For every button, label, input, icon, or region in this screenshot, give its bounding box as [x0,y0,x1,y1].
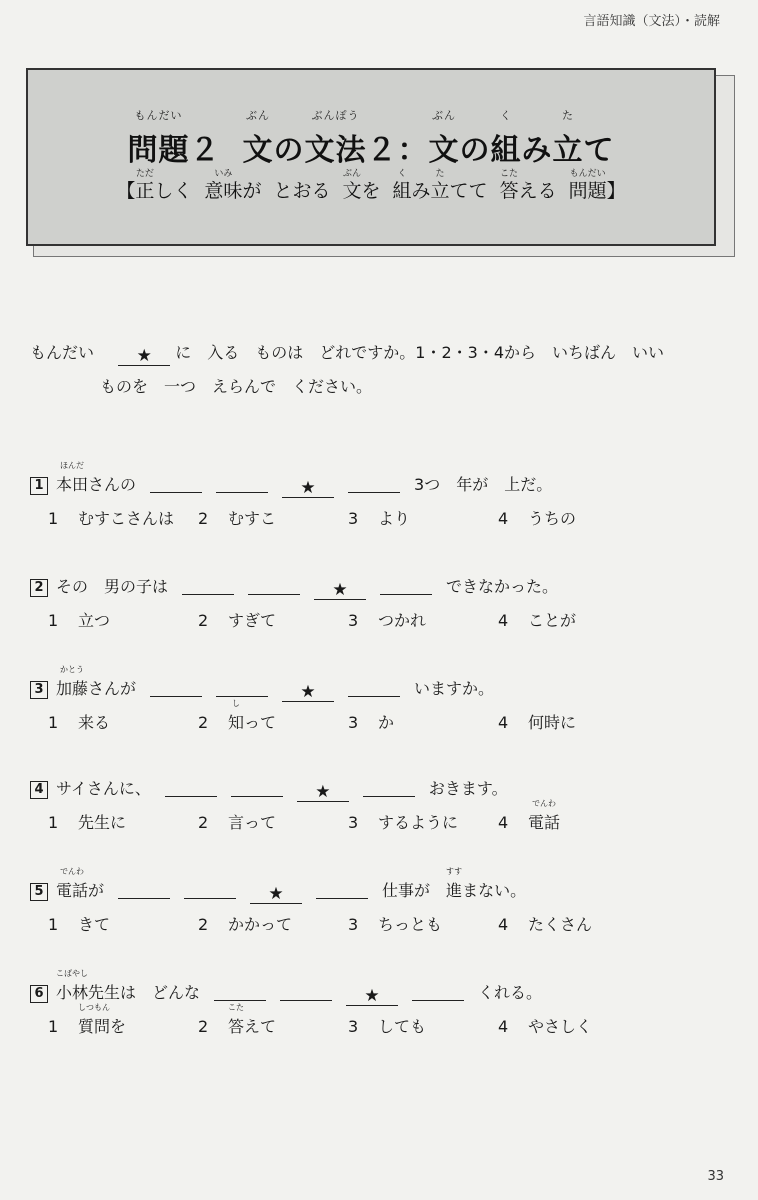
answer-blank [184,880,236,899]
option-4[interactable] [498,912,592,935]
title-segment: て [583,133,615,168]
option-1[interactable] [48,810,126,833]
section-header: 言語知識（文法）・読解 [583,14,720,29]
sentence-end: いますか。 [414,679,495,698]
subtitle-segment: 組 く [393,176,412,203]
option-2[interactable] [198,912,292,935]
answer-blank [118,880,170,899]
subtitle-segment: み [411,180,431,202]
option-number: 1 [48,813,59,832]
answer-blank [412,982,464,1001]
option-text: ちっとも [378,915,443,934]
option-number: 3 [348,713,359,732]
option-number: 1 [48,713,59,732]
question-4 [30,776,730,838]
subtitle-segment: える [518,180,557,202]
option-3[interactable] [348,710,394,733]
subtitle-segment: とおる [273,180,331,202]
furigana: こた [228,1003,244,1012]
option-2[interactable] [198,1003,277,1037]
option-4[interactable] [498,608,576,631]
subtitle-segment: 答 こた [500,176,519,203]
answer-options [30,912,730,940]
option-number: 4 [498,1017,509,1036]
option-3[interactable] [348,608,426,631]
option-text: 来る [78,713,111,732]
title-segment: 立 た [552,109,584,168]
sentence-segment: さんが [88,679,137,698]
furigana: し [232,699,240,708]
option-text: って [244,713,277,732]
option-2[interactable] [198,810,276,833]
option-text: ことが [528,611,577,630]
question-sentence [30,665,730,702]
option-text: 質問 しつもん [78,1003,111,1036]
option-3[interactable] [348,506,410,529]
sentence-end: まない。 [462,881,527,900]
option-1[interactable] [48,608,110,631]
option-text: 答 こた [228,1003,245,1036]
page-number: 33 [707,1169,724,1184]
banner-subtitle [28,169,714,203]
subtitle-segment: てて [449,180,488,202]
subtitle-segment: 意味 いみ [204,176,242,203]
option-4[interactable] [498,799,561,833]
option-number: 3 [348,1017,359,1036]
question-2 [30,574,730,636]
option-text: か [378,713,395,732]
subtitle-segment: 【 [116,180,136,202]
option-2[interactable] [198,608,276,631]
answer-blank [182,576,234,595]
star-blank: ★ [297,783,349,802]
sentence-segment: 加藤 かとう [56,665,89,698]
answer-blank [316,880,368,899]
option-3[interactable] [348,912,442,935]
title-segment: ２ [189,133,221,168]
furigana: いみ [214,169,233,179]
furigana: すす [446,867,463,876]
option-number: 4 [498,611,509,630]
instructions-line1: に 入る ものは どれですか。1・2・3・4から いちばん いい [175,343,665,362]
option-text: しても [378,1017,427,1036]
furigana: た [435,169,445,179]
option-text: きて [78,915,111,934]
option-1[interactable] [48,912,110,935]
option-number: 3 [348,611,359,630]
question-sentence [30,461,730,498]
answer-blank [150,474,202,493]
answer-options [30,699,730,738]
answer-blank [348,474,400,493]
option-number: 2 [198,509,209,528]
option-1[interactable] [48,1003,127,1037]
sentence-end: おきます。 [428,779,508,798]
furigana: こばやし [56,969,88,978]
star-blank: ★ [250,885,302,904]
option-text: えて [244,1017,277,1036]
option-number: 4 [498,915,509,934]
option-number: 3 [348,813,359,832]
option-number: 2 [198,713,209,732]
option-number: 2 [198,813,209,832]
option-text: すぎて [228,611,277,630]
star-blank: ★ [118,347,170,366]
option-text: むすこ [228,509,277,528]
sentence-segment: 先生は どんな [88,983,201,1002]
question-number-box: 1 [30,477,48,495]
sentence-segment: 電話 でんわ [56,867,89,900]
question-5 [30,867,730,940]
option-1[interactable] [48,710,110,733]
answer-blank [216,474,268,493]
option-number: 2 [198,915,209,934]
subtitle-segment: 正 ただ [135,176,154,203]
option-text: を [110,1017,127,1036]
furigana: ぶん [246,109,270,122]
option-text: 先生に [78,813,127,832]
sentence-end: くれる。 [478,983,543,1002]
star-blank: ★ [314,581,366,600]
question-sentence [30,969,730,1006]
title-segment: 問題 もんだい [127,109,190,168]
question-sentence [30,867,730,904]
option-text: かかって [228,915,293,934]
furigana: ぶん [342,169,361,179]
sentence-segment: が [88,881,105,900]
option-number: 4 [498,509,509,528]
title-segment: み [521,133,553,168]
option-number: 4 [498,713,509,732]
option-text: するように [378,813,459,832]
furigana: ぶんぽう [311,109,360,122]
question-3 [30,665,730,738]
furigana: もんだい [134,109,183,122]
question-sentence [30,776,730,800]
question-1 [30,461,730,534]
title-segment: 組 く [490,109,522,168]
option-text: たくさん [528,915,593,934]
sentence-end: 3つ 年が 上だ。 [414,475,553,494]
furigana: しつもん [78,1003,110,1012]
option-text: 言って [228,813,277,832]
title-segment: の [273,133,305,168]
instructions-line2: ものを 一つ えらんで ください。 [100,377,373,396]
subtitle-segment: 問題 もんだい [569,176,607,203]
subtitle-segment: を [361,180,381,202]
question-number-box: 2 [30,579,48,597]
furigana: く [397,169,407,179]
answer-blank [231,778,283,797]
option-number: 1 [48,509,59,528]
subtitle-segment: 立 た [431,176,450,203]
option-number: 4 [498,813,509,832]
star-blank: ★ [346,987,398,1006]
option-text: つかれ [378,611,427,630]
question-number-box: 5 [30,883,48,901]
furigana: ほんだ [60,461,84,470]
option-4[interactable] [498,1014,592,1037]
furigana: でんわ [532,799,556,808]
furigana: ただ [135,169,154,179]
section-banner [26,68,716,246]
option-2[interactable] [198,506,276,529]
title-segment: ２： [366,133,429,168]
answer-options [30,608,730,636]
sentence-segment: その 男の子は [56,577,169,596]
option-text: 何時に [528,713,577,732]
subtitle-segment: しく [154,180,193,202]
option-text: うちの [528,509,577,528]
answer-blank [348,678,400,697]
sentence-segment: 本田 ほんだ [56,461,89,494]
sentence-segment: さんの [88,475,137,494]
option-4[interactable] [498,710,576,733]
furigana: く [500,109,512,122]
answer-blank [280,982,332,1001]
answer-options [30,1003,730,1042]
option-text: 電話 でんわ [528,799,561,832]
title-segment: 文 ぶん [242,109,274,168]
option-4[interactable] [498,506,576,529]
option-number: 2 [198,611,209,630]
answer-blank [214,982,266,1001]
option-2[interactable] [198,699,277,733]
option-number: 1 [48,611,59,630]
question-number-box: 4 [30,781,48,799]
sentence-end: 仕事が [382,881,447,900]
option-number: 1 [48,915,59,934]
answer-blank [216,678,268,697]
option-text: 立つ [78,611,111,630]
title-segment: の [459,133,491,168]
furigana: もんだい [569,169,606,179]
furigana: でんわ [60,867,84,876]
option-text: 知 し [228,699,245,732]
option-number: 1 [48,1017,59,1036]
subtitle-segment: 文 ぶん [342,176,361,203]
sentence-segment: サイさんに、 [56,779,151,798]
option-text: やさしく [528,1017,593,1036]
option-3[interactable] [348,810,458,833]
option-number: 3 [348,509,359,528]
title-segment: 文法 ぶんぽう [304,109,367,168]
question-number-box: 3 [30,681,48,699]
option-3[interactable] [348,1014,426,1037]
sentence-segment: 小林 こばやし [56,969,89,1002]
answer-blank [380,576,432,595]
answer-blank [248,576,300,595]
subtitle-segment: 】 [606,180,626,202]
subtitle-segment: が [242,180,262,202]
option-number: 2 [198,1017,209,1036]
banner-title [28,109,714,169]
instructions [30,336,730,404]
title-segment: 文 ぶん [428,109,460,168]
option-1[interactable] [48,506,174,529]
sentence-end: できなかった。 [446,577,559,596]
furigana: た [562,109,574,122]
option-number: 3 [348,915,359,934]
answer-options [30,799,730,838]
furigana: かとう [60,665,84,674]
sentence-end: 進 すす [446,867,463,900]
star-blank: ★ [282,683,334,702]
question-sentence [30,574,730,598]
answer-options [30,506,730,534]
furigana: こた [500,169,519,179]
star-blank: ★ [282,479,334,498]
option-text: むすこさんは [78,509,175,528]
furigana: ぶん [432,109,456,122]
instructions-prefix: もんだい [30,343,95,362]
question-number-box: 6 [30,985,48,1003]
answer-blank [363,778,415,797]
answer-blank [165,778,217,797]
question-6 [30,969,730,1042]
answer-blank [150,678,202,697]
option-text: より [378,509,411,528]
